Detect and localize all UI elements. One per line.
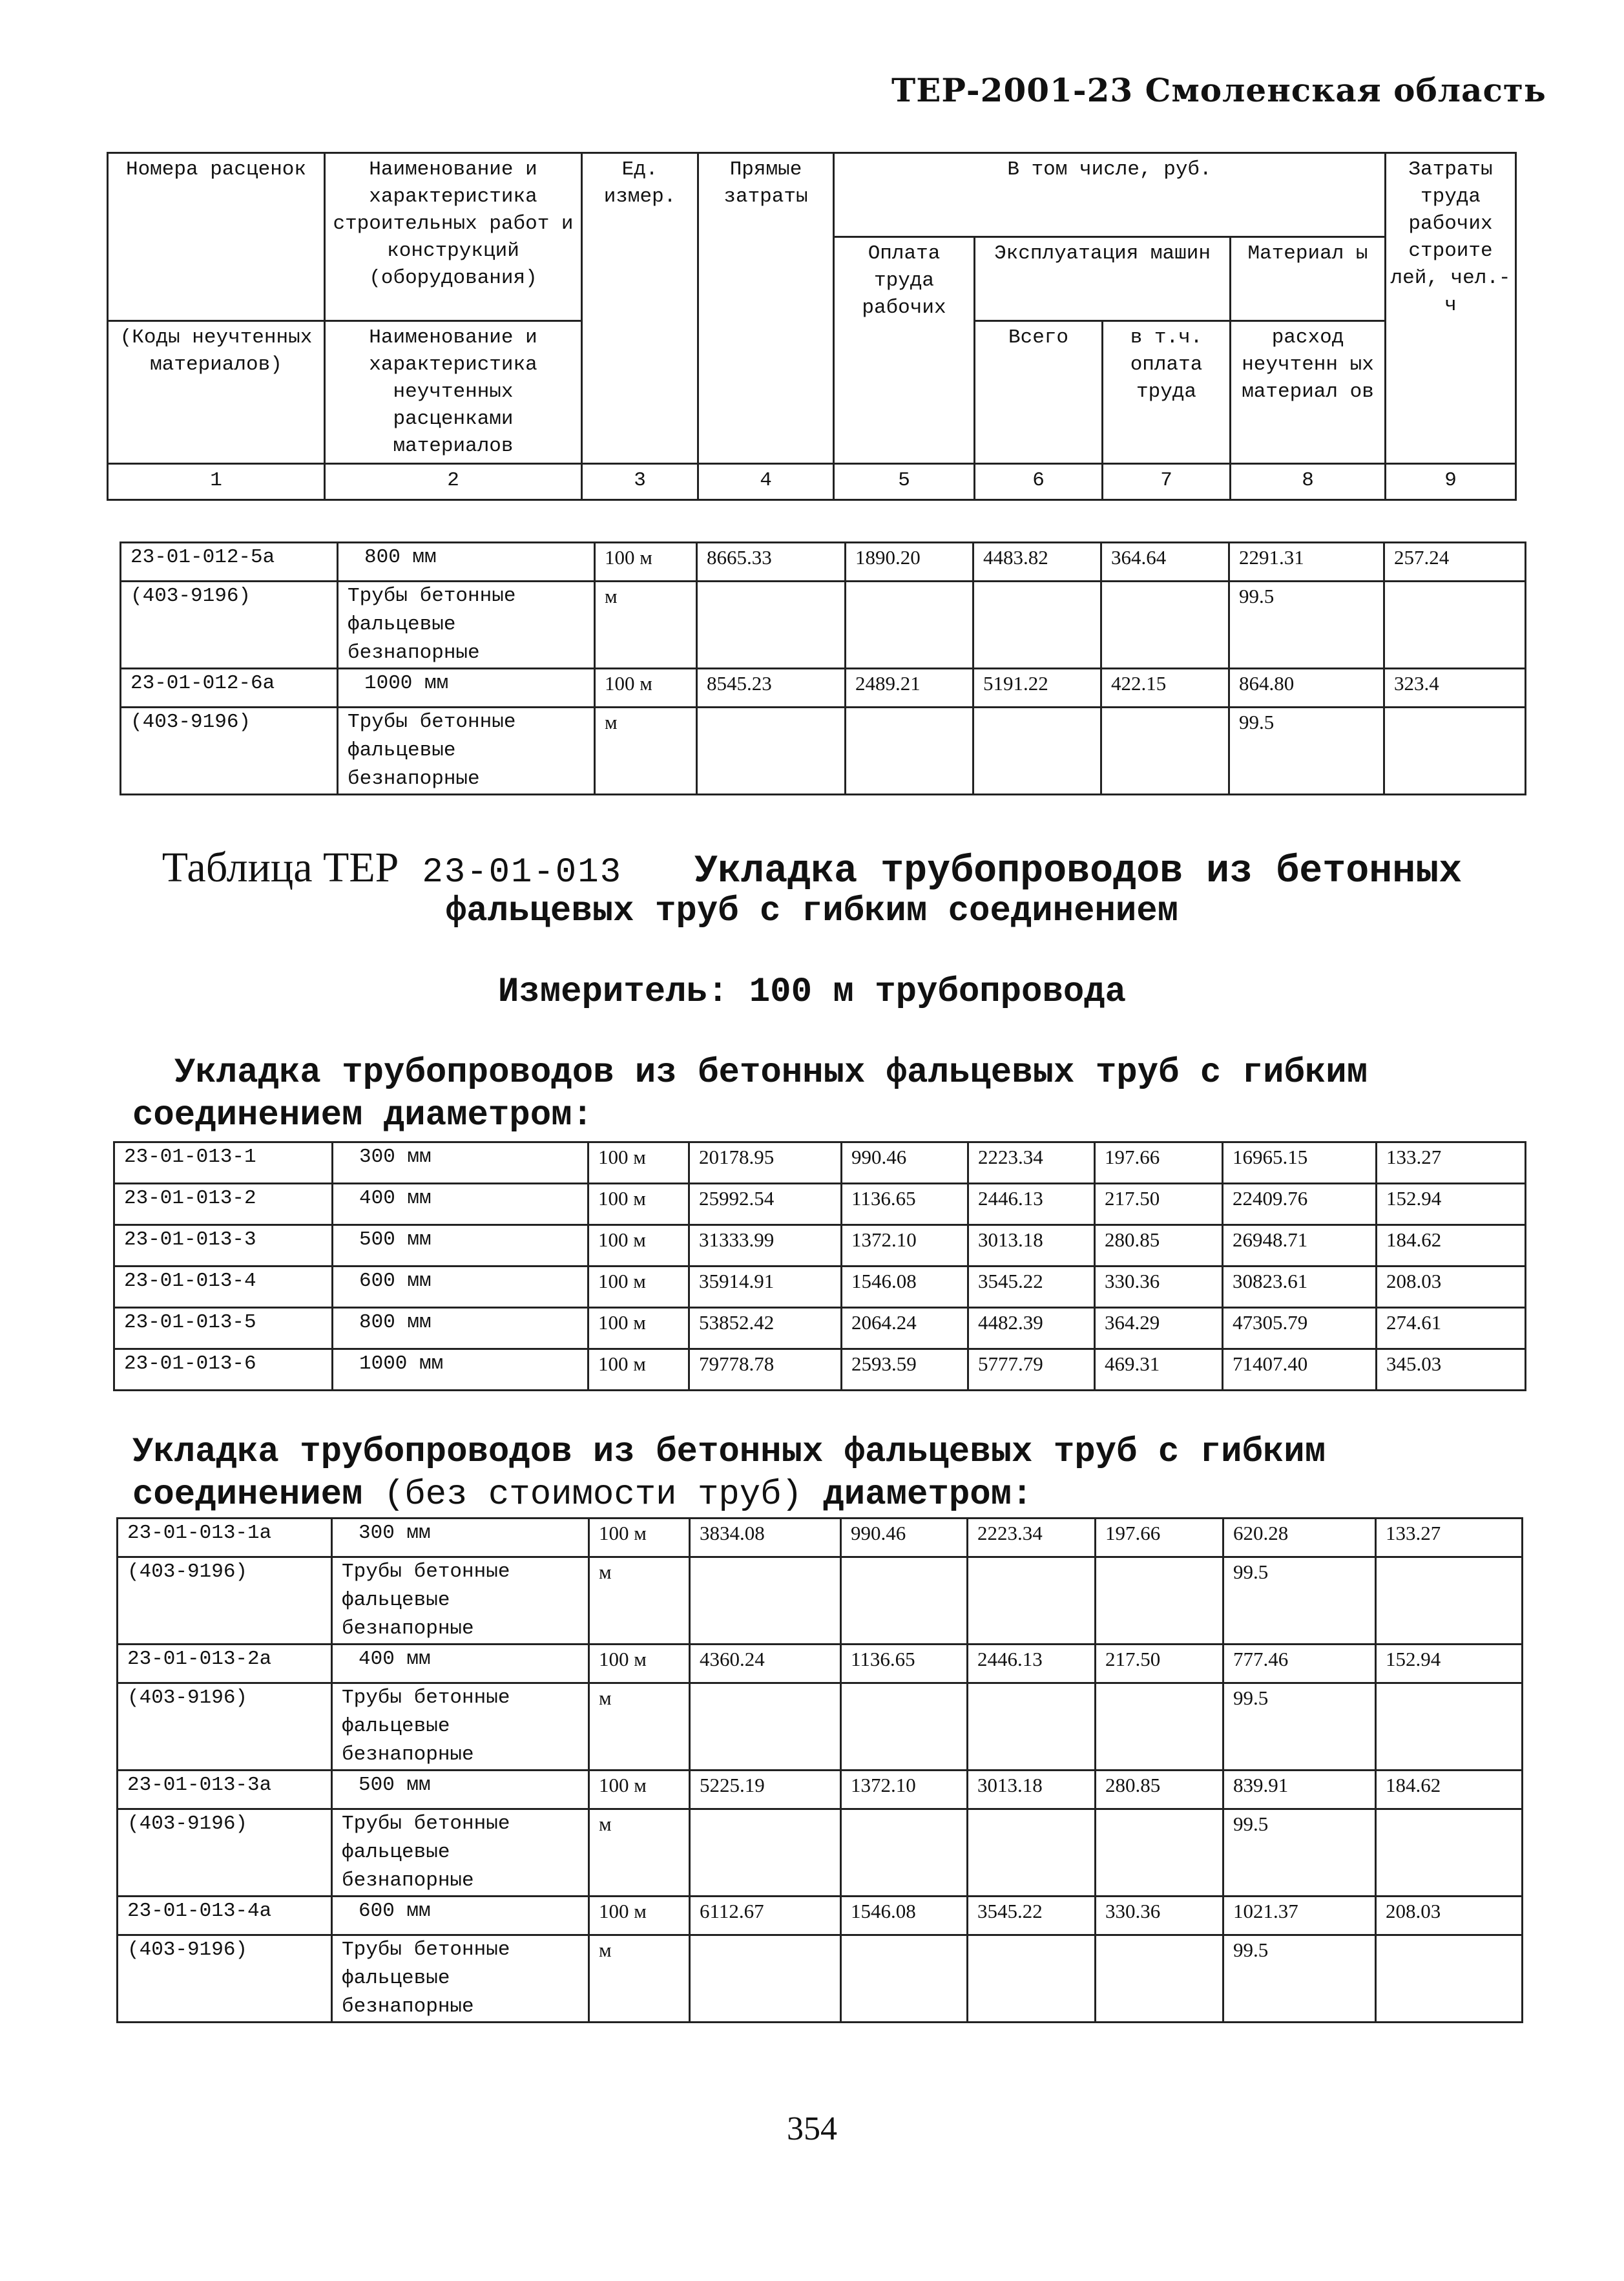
section2-heading-part1: соединением xyxy=(132,1475,363,1515)
cell-materials: 2291.31 xyxy=(1229,543,1384,582)
cell-work-name: 800 мм xyxy=(333,1308,588,1349)
column-number: 8 xyxy=(1231,464,1386,500)
cell-machine-total xyxy=(973,708,1101,795)
cell-machine-total: 5191.22 xyxy=(973,669,1101,708)
cell-worker-pay: 1890.20 xyxy=(846,543,973,582)
cell-work-name: Трубы бетонные фальцевые безнапорные xyxy=(332,1557,589,1645)
cell-machine-pay xyxy=(1096,1809,1223,1897)
cell-direct-costs: 8665.33 xyxy=(697,543,846,582)
cell-rate-code: (403-9196) xyxy=(121,708,338,795)
cell-rate-code: 23-01-013-1 xyxy=(114,1142,333,1184)
cell-labor-costs xyxy=(1376,1557,1523,1645)
cell-work-name: 600 мм xyxy=(333,1267,588,1308)
header-including: В том числе, руб. xyxy=(834,153,1386,237)
table-row xyxy=(114,1184,1526,1225)
cell-labor-costs: 133.27 xyxy=(1377,1142,1526,1184)
cell-machine-total: 2223.34 xyxy=(968,1142,1095,1184)
table-row xyxy=(118,1519,1523,1557)
cell-materials: 22409.76 xyxy=(1223,1184,1377,1225)
table-row xyxy=(114,1308,1526,1349)
cell-machine-pay: 280.85 xyxy=(1095,1225,1223,1267)
cell-direct-costs xyxy=(697,582,846,669)
cell-machine-pay: 330.36 xyxy=(1096,1897,1223,1935)
cell-work-name: 600 мм xyxy=(332,1897,589,1935)
header-work-name: Наименование и характеристика строительных работ и конструкций (оборудования) xyxy=(325,153,582,321)
cell-unit: 100 м xyxy=(589,1771,690,1809)
cell-unit: м xyxy=(589,1557,690,1645)
cell-work-name: 300 мм xyxy=(333,1142,588,1184)
cell-machine-total xyxy=(973,582,1101,669)
cell-machine-pay: 217.50 xyxy=(1096,1645,1223,1683)
cell-worker-pay: 990.46 xyxy=(842,1142,968,1184)
table-row xyxy=(118,1935,1523,2023)
cell-machine-total xyxy=(968,1935,1096,2023)
cell-work-name: Трубы бетонные фальцевые безнапорные xyxy=(332,1809,589,1897)
cell-unit: м xyxy=(595,582,697,669)
cell-worker-pay: 990.46 xyxy=(841,1519,968,1557)
cell-rate-code: (403-9196) xyxy=(118,1935,332,2023)
column-number: 7 xyxy=(1103,464,1231,500)
cell-work-name: 500 мм xyxy=(333,1225,588,1267)
cell-worker-pay xyxy=(841,1557,968,1645)
cell-unit: 100 м xyxy=(589,1645,690,1683)
cell-labor-costs: 345.03 xyxy=(1377,1349,1526,1391)
cell-rate-code: 23-01-013-5 xyxy=(114,1308,333,1349)
cell-unit: м xyxy=(589,1809,690,1897)
cell-labor-costs xyxy=(1384,582,1526,669)
cell-machine-pay: 197.66 xyxy=(1095,1142,1223,1184)
cell-machine-pay: 469.31 xyxy=(1095,1349,1223,1391)
cell-direct-costs: 35914.91 xyxy=(689,1267,842,1308)
table-title-prefix: Таблица ТЕР xyxy=(161,844,399,891)
cell-unit: 100 м xyxy=(589,1519,690,1557)
cell-machine-total: 2223.34 xyxy=(968,1519,1096,1557)
cell-materials: 99.5 xyxy=(1223,1809,1376,1897)
cell-machine-pay xyxy=(1101,708,1229,795)
rates-table-012 xyxy=(120,541,1526,795)
cell-direct-costs: 5225.19 xyxy=(690,1771,841,1809)
cell-worker-pay: 2489.21 xyxy=(846,669,973,708)
table-row xyxy=(118,1683,1523,1771)
cell-worker-pay xyxy=(846,582,973,669)
cell-unit: 100 м xyxy=(588,1349,689,1391)
cell-machine-pay: 422.15 xyxy=(1101,669,1229,708)
cell-work-name: 300 мм xyxy=(332,1519,589,1557)
cell-labor-costs: 208.03 xyxy=(1377,1267,1526,1308)
table-row xyxy=(118,1645,1523,1683)
table-row xyxy=(114,1267,1526,1308)
cell-unit: 100 м xyxy=(588,1142,689,1184)
header-machine-pay: в т.ч. оплата труда xyxy=(1103,321,1231,464)
cell-direct-costs: 6112.67 xyxy=(690,1897,841,1935)
cell-rate-code: 23-01-013-1а xyxy=(118,1519,332,1557)
table-row xyxy=(118,1809,1523,1897)
measure-unit: Измеритель: 100 м трубопровода xyxy=(497,972,1127,1012)
cell-materials: 30823.61 xyxy=(1223,1267,1377,1308)
table-row xyxy=(118,1897,1523,1935)
cell-materials: 16965.15 xyxy=(1223,1142,1377,1184)
cell-materials: 99.5 xyxy=(1229,708,1384,795)
cell-labor-costs: 208.03 xyxy=(1376,1897,1523,1935)
cell-worker-pay: 2064.24 xyxy=(842,1308,968,1349)
table-title-name-line1: Укладка трубопроводов из бетонных xyxy=(694,850,1463,894)
cell-labor-costs xyxy=(1376,1935,1523,2023)
cell-rate-code: (403-9196) xyxy=(121,582,338,669)
table-row xyxy=(118,1771,1523,1809)
table-row xyxy=(114,1225,1526,1267)
cell-worker-pay: 2593.59 xyxy=(842,1349,968,1391)
section2-heading-line2 xyxy=(132,1474,1521,1517)
cell-unit: 100 м xyxy=(588,1308,689,1349)
table-row xyxy=(121,669,1526,708)
cell-machine-total: 4483.82 xyxy=(973,543,1101,582)
column-number: 2 xyxy=(325,464,582,500)
cell-materials: 1021.37 xyxy=(1223,1897,1376,1935)
cell-materials: 620.28 xyxy=(1223,1519,1376,1557)
section2-heading-line1: Укладка трубопроводов из бетонных фальцевых труб с гибким xyxy=(132,1433,1326,1472)
cell-materials: 71407.40 xyxy=(1223,1349,1377,1391)
cell-rate-code: 23-01-012-5а xyxy=(121,543,338,582)
cell-work-name: 400 мм xyxy=(333,1184,588,1225)
section1-heading-line2: соединением диаметром: xyxy=(132,1096,593,1135)
page-number: 354 xyxy=(787,2110,837,2147)
column-number: 1 xyxy=(108,464,325,500)
cell-direct-costs: 3834.08 xyxy=(690,1519,841,1557)
column-number: 4 xyxy=(698,464,834,500)
cell-machine-pay: 364.29 xyxy=(1095,1308,1223,1349)
cell-unit: 100 м xyxy=(589,1897,690,1935)
cell-work-name: Трубы бетонные фальцевые безнапорные xyxy=(332,1935,589,2023)
cell-direct-costs xyxy=(690,1809,841,1897)
header-rate-number: Номера расценок xyxy=(108,153,325,321)
rates-table-013-no-pipe-cost xyxy=(116,1517,1523,2023)
cell-rate-code: 23-01-013-6 xyxy=(114,1349,333,1391)
cell-materials: 47305.79 xyxy=(1223,1308,1377,1349)
cell-machine-pay xyxy=(1101,582,1229,669)
cell-machine-total: 3013.18 xyxy=(968,1225,1095,1267)
cell-direct-costs: 31333.99 xyxy=(689,1225,842,1267)
cell-labor-costs xyxy=(1384,708,1526,795)
cell-direct-costs xyxy=(690,1935,841,2023)
header-labor-costs: Затраты труда рабочих строите лей, чел.-ч xyxy=(1386,153,1516,464)
rates-table-013 xyxy=(113,1141,1526,1391)
cell-work-name: 500 мм xyxy=(332,1771,589,1809)
cell-direct-costs: 53852.42 xyxy=(689,1308,842,1349)
page-header: ТЕР-2001-23 Смоленская область xyxy=(891,71,1546,109)
cell-machine-total: 5777.79 xyxy=(968,1349,1095,1391)
cell-machine-total: 3013.18 xyxy=(968,1771,1096,1809)
cell-direct-costs: 4360.24 xyxy=(690,1645,841,1683)
cell-unit: 100 м xyxy=(588,1184,689,1225)
cell-rate-code: 23-01-013-4а xyxy=(118,1897,332,1935)
table-title xyxy=(0,843,1624,894)
cell-direct-costs: 8545.23 xyxy=(697,669,846,708)
cell-labor-costs: 133.27 xyxy=(1376,1519,1523,1557)
cell-machine-total xyxy=(968,1809,1096,1897)
cell-worker-pay xyxy=(841,1935,968,2023)
header-materials: Материал ы xyxy=(1231,237,1386,321)
table-title-name-line2: фальцевых труб с гибким соединением xyxy=(445,892,1179,931)
section2-heading-part2: (без стоимости труб) xyxy=(383,1475,802,1515)
header-machine-total: Всего xyxy=(975,321,1103,464)
cell-direct-costs xyxy=(697,708,846,795)
table-row xyxy=(114,1142,1526,1184)
cell-work-name: 800 мм xyxy=(338,543,595,582)
cell-machine-pay xyxy=(1096,1557,1223,1645)
table-row xyxy=(118,1557,1523,1645)
header-material-usage: расход неучтенн ых материал ов xyxy=(1231,321,1386,464)
cell-rate-code: 23-01-013-2 xyxy=(114,1184,333,1225)
cell-work-name: Трубы бетонные фальцевые безнапорные xyxy=(332,1683,589,1771)
cell-rate-code: 23-01-013-3а xyxy=(118,1771,332,1809)
cell-unit: 100 м xyxy=(595,669,697,708)
cell-rate-code: (403-9196) xyxy=(118,1809,332,1897)
cell-labor-costs: 274.61 xyxy=(1377,1308,1526,1349)
cell-machine-total xyxy=(968,1683,1096,1771)
cell-machine-pay: 217.50 xyxy=(1095,1184,1223,1225)
cell-rate-code: 23-01-013-4 xyxy=(114,1267,333,1308)
cell-work-name: Трубы бетонные фальцевые безнапорные xyxy=(338,582,595,669)
cell-machine-total: 4482.39 xyxy=(968,1308,1095,1349)
table-title-code: 23-01-013 xyxy=(422,853,623,892)
cell-work-name: Трубы бетонные фальцевые безнапорные xyxy=(338,708,595,795)
header-direct-costs: Прямые затраты xyxy=(698,153,834,464)
cell-materials: 99.5 xyxy=(1223,1935,1376,2023)
cell-rate-code: 23-01-012-6а xyxy=(121,669,338,708)
section2-heading-part3: диаметром: xyxy=(823,1475,1033,1515)
header-machine-operation: Эксплуатация машин xyxy=(975,237,1231,321)
cell-labor-costs: 184.62 xyxy=(1376,1771,1523,1809)
cell-work-name: 1000 мм xyxy=(338,669,595,708)
column-number: 3 xyxy=(582,464,698,500)
cell-labor-costs: 152.94 xyxy=(1376,1645,1523,1683)
cell-work-name: 400 мм xyxy=(332,1645,589,1683)
cell-materials: 99.5 xyxy=(1223,1557,1376,1645)
column-header-table xyxy=(107,152,1517,501)
cell-direct-costs: 20178.95 xyxy=(689,1142,842,1184)
cell-materials: 99.5 xyxy=(1223,1683,1376,1771)
cell-worker-pay: 1136.65 xyxy=(842,1184,968,1225)
cell-unit: 100 м xyxy=(588,1267,689,1308)
cell-worker-pay xyxy=(841,1809,968,1897)
column-number: 6 xyxy=(975,464,1103,500)
cell-machine-pay xyxy=(1096,1683,1223,1771)
cell-unit: м xyxy=(595,708,697,795)
cell-worker-pay: 1372.10 xyxy=(842,1225,968,1267)
cell-machine-pay xyxy=(1096,1935,1223,2023)
cell-rate-code: 23-01-013-2а xyxy=(118,1645,332,1683)
cell-unit: 100 м xyxy=(588,1225,689,1267)
cell-machine-total: 3545.22 xyxy=(968,1897,1096,1935)
column-number: 5 xyxy=(834,464,975,500)
cell-machine-total: 2446.13 xyxy=(968,1645,1096,1683)
cell-machine-pay: 330.36 xyxy=(1095,1267,1223,1308)
cell-materials: 777.46 xyxy=(1223,1645,1376,1683)
cell-direct-costs xyxy=(690,1557,841,1645)
table-row xyxy=(121,582,1526,669)
cell-rate-code: (403-9196) xyxy=(118,1557,332,1645)
cell-worker-pay: 1546.08 xyxy=(841,1897,968,1935)
cell-machine-pay: 197.66 xyxy=(1096,1519,1223,1557)
cell-machine-total: 2446.13 xyxy=(968,1184,1095,1225)
cell-direct-costs: 25992.54 xyxy=(689,1184,842,1225)
cell-unit: м xyxy=(589,1935,690,2023)
header-unaccounted-name: Наименование и характеристика неучтенных расценками материалов xyxy=(325,321,582,464)
header-worker-pay: Оплата труда рабочих xyxy=(834,237,975,464)
cell-labor-costs xyxy=(1376,1809,1523,1897)
cell-machine-pay: 280.85 xyxy=(1096,1771,1223,1809)
cell-rate-code: (403-9196) xyxy=(118,1683,332,1771)
cell-unit: м xyxy=(589,1683,690,1771)
cell-labor-costs: 257.24 xyxy=(1384,543,1526,582)
cell-worker-pay: 1136.65 xyxy=(841,1645,968,1683)
table-row xyxy=(121,708,1526,795)
header-unaccounted-codes: (Коды неучтенных материалов) xyxy=(108,321,325,464)
cell-worker-pay: 1372.10 xyxy=(841,1771,968,1809)
cell-materials: 839.91 xyxy=(1223,1771,1376,1809)
cell-machine-total xyxy=(968,1557,1096,1645)
cell-labor-costs xyxy=(1376,1683,1523,1771)
table-row xyxy=(121,543,1526,582)
cell-materials: 99.5 xyxy=(1229,582,1384,669)
cell-work-name: 1000 мм xyxy=(333,1349,588,1391)
section1-heading-line1: Укладка трубопроводов из бетонных фальцевых труб с гибким xyxy=(174,1053,1368,1093)
cell-direct-costs: 79778.78 xyxy=(689,1349,842,1391)
cell-materials: 26948.71 xyxy=(1223,1225,1377,1267)
cell-materials: 864.80 xyxy=(1229,669,1384,708)
cell-rate-code: 23-01-013-3 xyxy=(114,1225,333,1267)
cell-direct-costs xyxy=(690,1683,841,1771)
table-row xyxy=(114,1349,1526,1391)
column-number: 9 xyxy=(1386,464,1516,500)
cell-labor-costs: 184.62 xyxy=(1377,1225,1526,1267)
cell-labor-costs: 152.94 xyxy=(1377,1184,1526,1225)
cell-machine-pay: 364.64 xyxy=(1101,543,1229,582)
cell-labor-costs: 323.4 xyxy=(1384,669,1526,708)
cell-worker-pay xyxy=(841,1683,968,1771)
cell-unit: 100 м xyxy=(595,543,697,582)
cell-worker-pay: 1546.08 xyxy=(842,1267,968,1308)
cell-worker-pay xyxy=(846,708,973,795)
cell-machine-total: 3545.22 xyxy=(968,1267,1095,1308)
header-unit: Ед. измер. xyxy=(582,153,698,464)
